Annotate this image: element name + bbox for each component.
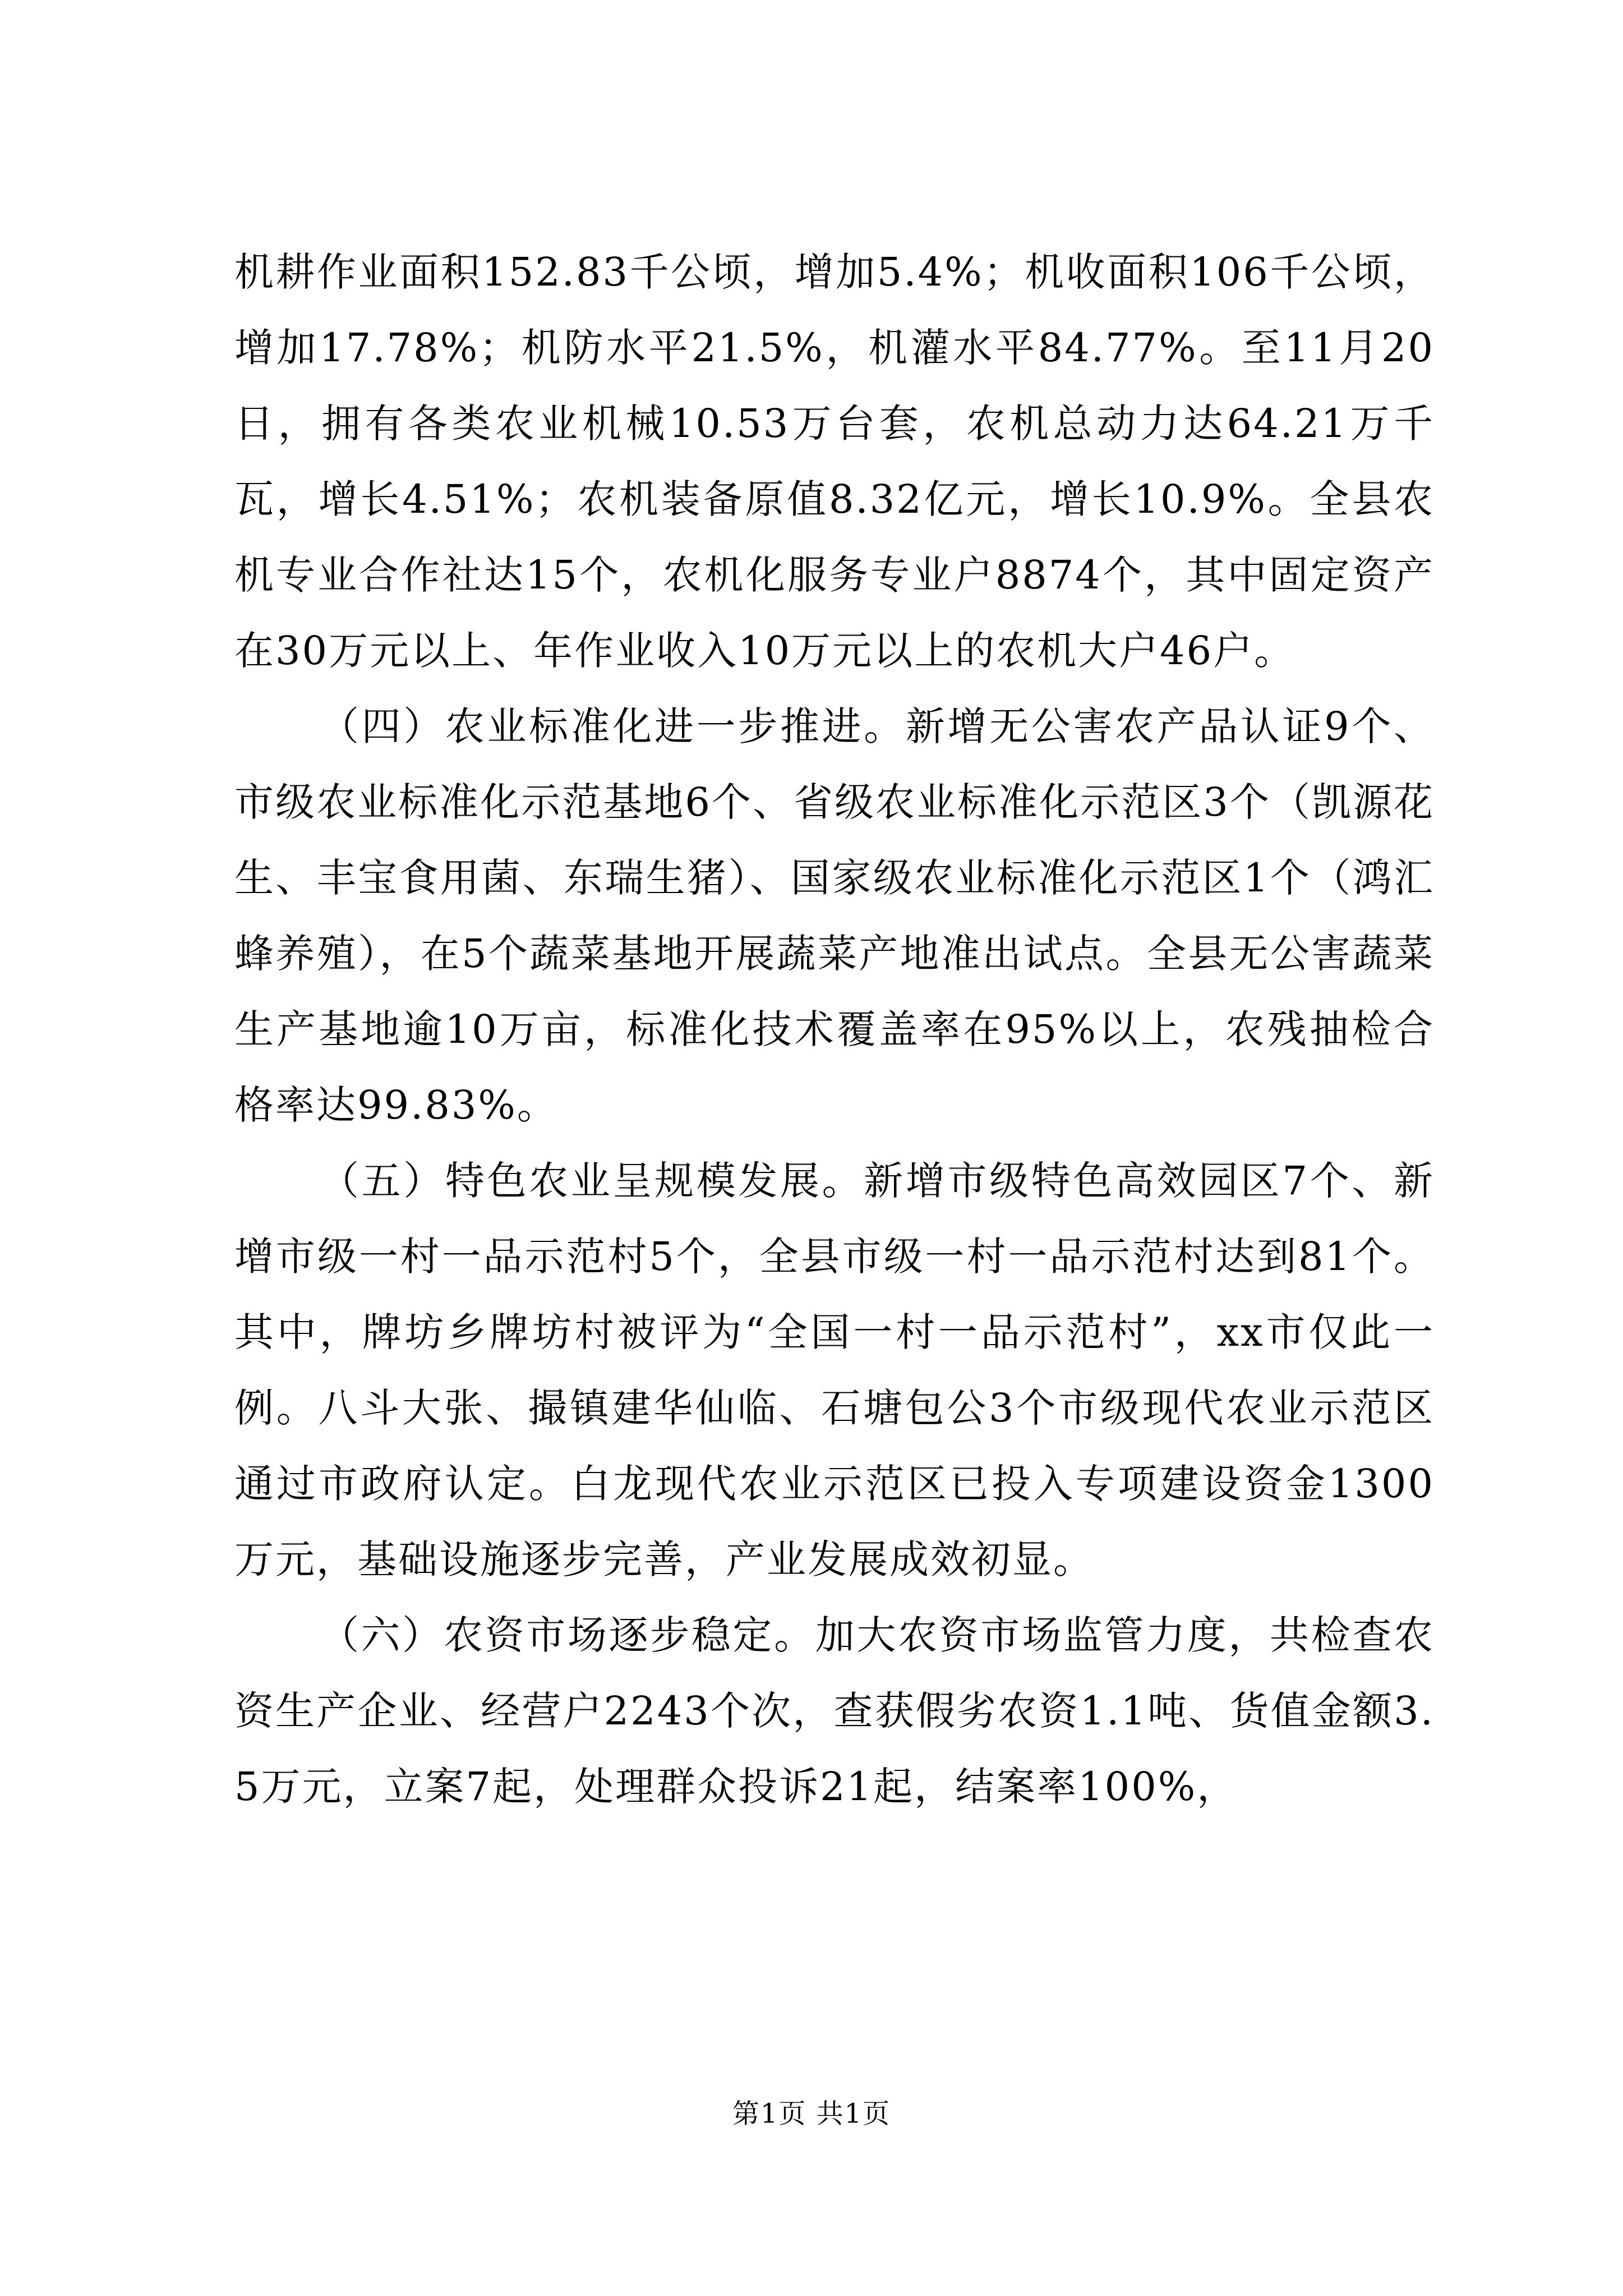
paragraph-4: （六）农资市场逐步稳定。加大农资市场监管力度，共检查农资生产企业、经营户2243个次，查获假劣农资1.1吨、货值金额3.5万元，立案7起，处理群众投诉21起，结案率100%， bbox=[234, 1612, 1435, 1810]
paragraph-1: 机耕作业面积152.83千公顷，增加5.4%；机收面积106千公顷，增加17.78%；机防水平21.5%，机灌水平84.77%。至11月20日，拥有各类农业机械10.53万台套，农机总动力达64.21万千瓦，增长4.51%；农机装备原值8.32亿元，增长10.9%。全县农机专业合作社达15个，农机化服务专业户8874个，其中固定资产在30万元以上、年作业收入10万元以上的农机大户46户。 bbox=[234, 249, 1435, 674]
paragraph-2: （四）农业标准化进一步推进。新增无公害农产品认证9个、市级农业标准化示范基地6个、省级农业标准化示范区3个（凯源花生、丰宝食用菌、东瑞生猪）、国家级农业标准化示范区1个（鸿汇蜂养殖），在5个蔬菜基地开展蔬菜产地准出试点。全县无公害蔬菜生产基地逾10万亩，标准化技术覆盖率在95%以上，农残抽检合格率达99.83%。 bbox=[234, 703, 1435, 1128]
paragraph-3: （五）特色农业呈规模发展。新增市级特色高效园区7个、新增市级一村一品示范村5个，全县市级一村一品示范村达到81个。其中，牌坊乡牌坊村被评为“全国一村一品示范村”，xx市仅此一例。八斗大张、撮镇建华仙临、石塘包公3个市级现代农业示范区通过市政府认定。白龙现代农业示范区已投入专项建设资金1300万元，基础设施逐步完善，产业发展成效初显。 bbox=[234, 1158, 1435, 1582]
document-body bbox=[234, 234, 1435, 1825]
page-footer: 第1页 共1页 bbox=[732, 2098, 891, 2129]
